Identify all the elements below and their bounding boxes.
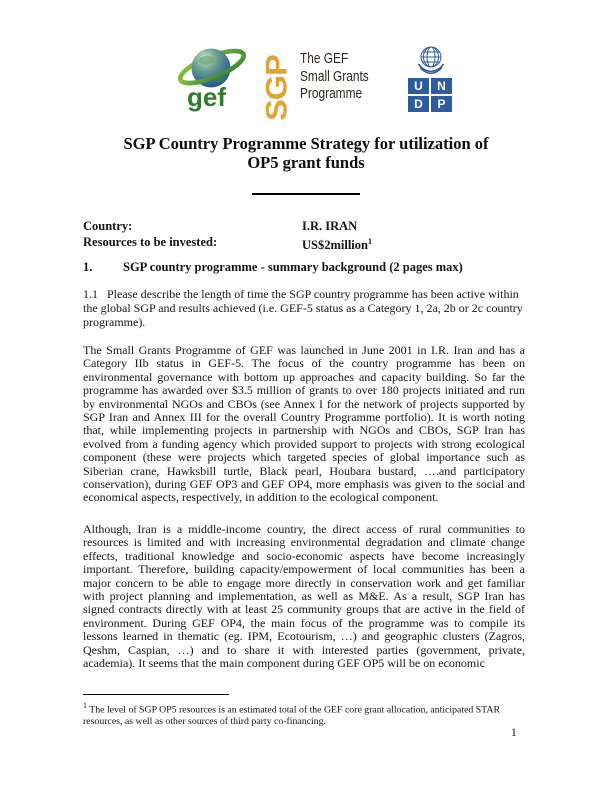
un-emblem-icon xyxy=(415,44,447,76)
sgp-logo xyxy=(261,45,384,123)
sgp-tagline-line1: The GEF xyxy=(300,51,349,67)
footnote-separator xyxy=(83,694,229,695)
gef-wordmark: gef xyxy=(187,82,226,112)
sgp-vertical-wordmark: SGP xyxy=(259,55,294,121)
meta-row-resources xyxy=(83,234,372,253)
document-title xyxy=(0,135,612,172)
country-label: Country: xyxy=(83,219,133,233)
paragraph-context: Although, Iran is a middle-income country, the direct access of rural communities to resources is limited and with increasing environmental degradation and climate change effects, traditional knowledge and socio-economic aspects have become increasingly important. Therefore, building capacity/empowerment of local communities has been a major concern to be able to engage more directly in conservation work and get familiar with project planning and implementation, as well as M&E. As a result, SGP Iran has signed contracts directly with at least 25 community groups that are active in the field of environment. During GEF OP4, the main focus of the programme was to compile its lessons learned in thematic (eg. IPM, Ecotourism, …) and geographic clusters (Zagros, Qeshm, Caspian, …) and to share it with interested parties (government, private, academia). It seems that the main component during GEF OP5 will be on economic xyxy=(83,522,525,671)
meta-row-country xyxy=(83,218,372,234)
paragraph-background: The Small Grants Programme of GEF was launched in June 2001 in I.R. Iran and has a Category IIb status in GEF-5. The focus of the country programme has been on environmental governance with bottom up approaches and capacity building. So far the programme has awarded over $3.5 million of grants to over 180 projects initiated and run by environmental NGOs and CBOs (see Annex I for the network of projects supported by SGP Iran and Annex III for the overall Country Programme portfolio). It is worth noting that, while implementing projects in partnership with NGOs and CBOs, SGP Iran has evolved from a funding agency which provided support to projects with strong ecological component (these were projects which targeted species of global importance such as Siberian crane, Hawksbill turtle, Black pearl, Houbara bustard, ….and participatory conservation), during GEF OP3 and GEF OP4, more emphasis was given to the social and economical aspects, respectively, in addition to the ecological component. xyxy=(83,343,525,505)
resources-label: Resources to be invested: xyxy=(83,235,218,249)
undp-letter-d: D xyxy=(408,96,429,112)
document-title-line1: SGP Country Programme Strategy for utilization of xyxy=(123,134,489,153)
section-1-number: 1. xyxy=(83,260,93,274)
title-rule xyxy=(252,193,360,195)
section-1-title: SGP country programme - summary background (2 pages max) xyxy=(123,260,463,274)
page-number: 1 xyxy=(511,727,517,739)
gef-globe-icon xyxy=(176,44,252,112)
undp-logo xyxy=(408,44,454,112)
resources-value: US$2million$^1$ xyxy=(302,237,372,253)
sgp-tagline-line3: Programme xyxy=(300,86,363,102)
document-title-line2: OP5 grant funds xyxy=(247,152,365,172)
undp-letter-grid xyxy=(408,78,452,112)
paragraph-1-1-prompt: 1.1 Please describe the length of time the SGP country programme has been active within the global SGP and results achieved (i.e. GEF-5 status as a Category 1, 2a, 2b or 2c country programme). xyxy=(83,287,526,329)
undp-letter-u: U xyxy=(408,78,429,94)
footnote-marker: 1 xyxy=(83,701,87,710)
meta-block xyxy=(83,218,372,253)
undp-letter-p: P xyxy=(431,96,452,112)
sgp-tagline-line2: Small Grants xyxy=(300,68,369,85)
undp-letter-n: N xyxy=(431,78,452,94)
country-value: I.R. IRAN xyxy=(302,219,358,233)
sgp-tagline xyxy=(300,45,369,123)
footnote-text: The level of SGP OP5 resources is an estimated total of the GEF core grant allocation, anticipated STAR resources, as well as other sources of third party co-financing. xyxy=(83,704,501,728)
section-1-heading xyxy=(83,260,463,275)
gef-logo xyxy=(176,44,252,112)
footnote-reference: 1 xyxy=(368,237,372,246)
footnote xyxy=(83,700,525,728)
